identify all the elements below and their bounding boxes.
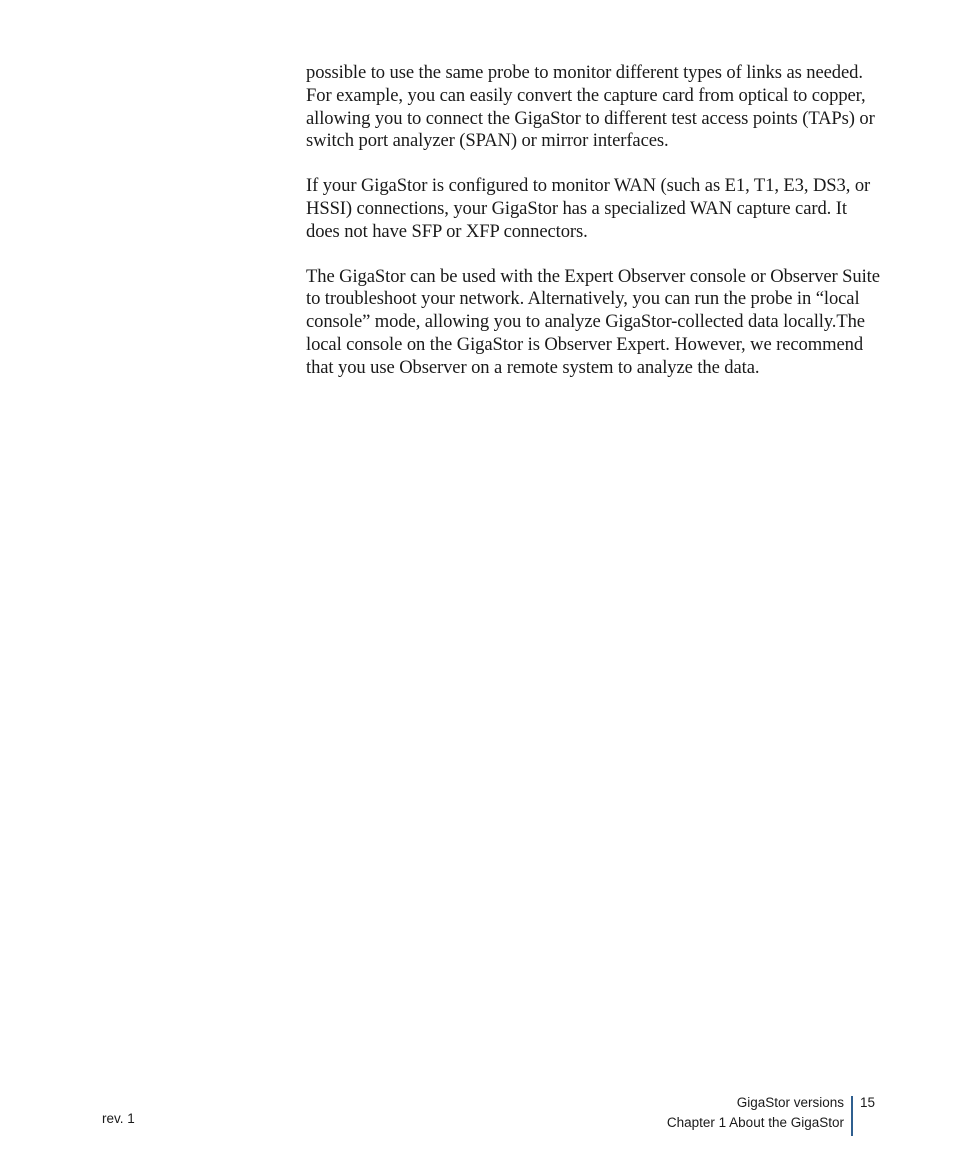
paragraph-console: The GigaStor can be used with the Expert Observer console or Observer Suite to troubleshoot your network. Alternatively, you can run the probe in “local console” mode, allowing you to analyze GigaStor-collected data locally.The local console on the GigaStor is Observer Expert. However, we recommend that you use Observer on a remote system to analyze the data. — [306, 265, 880, 378]
footer-running-head — [667, 1093, 844, 1132]
footer-revision: rev. 1 — [102, 1111, 135, 1126]
page-number: 15 — [860, 1095, 876, 1110]
footer-divider — [851, 1096, 853, 1136]
paragraph-capture-card: possible to use the same probe to monitor different types of links as needed. For example, you can easily convert the capture card from optical to copper, allowing you to connect the GigaStor to different test access points (TAPs) or switch port analyzer (SPAN) or mirror interfaces. — [306, 62, 875, 152]
footer-chapter-title: Chapter 1 About the GigaStor — [666, 1114, 844, 1130]
body-text — [306, 62, 882, 402]
footer-section-title: GigaStor versions — [736, 1095, 844, 1110]
paragraph-wan: If your GigaStor is configured to monitor WAN (such as E1, T1, E3, DS3, or HSSI) connections, your GigaStor has a specialized WAN capture card. It does not have SFP or XFP connectors. — [306, 175, 871, 242]
